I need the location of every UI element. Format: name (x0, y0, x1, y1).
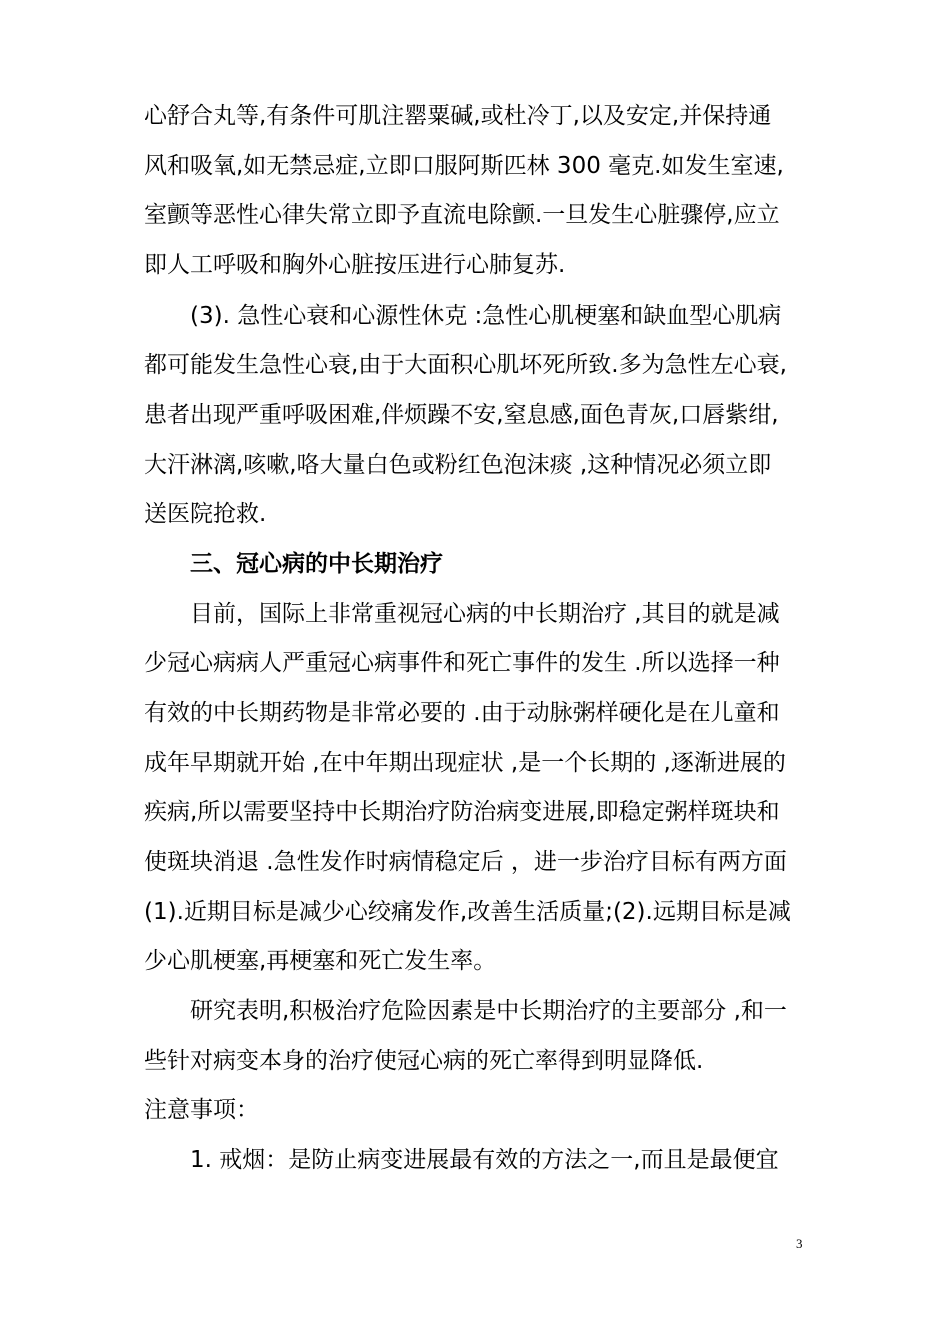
section-heading: 三、冠心病的中长期治疗 (190, 551, 443, 577)
text-line-6: 都可能发生急性心衰,由于大面积心肌坏死所致.多为急性左心衰, (144, 352, 787, 378)
text-line-13: 有效的中长期药物是非常必要的 .由于动脉粥样硬化是在儿童和 (144, 700, 780, 726)
notes-heading: 注意事项： (144, 1097, 259, 1123)
text-line-17: (1).近期目标是减少心绞痛发作,改善生活质量;(2).远期目标是减 (144, 899, 791, 925)
page-number: 3 (796, 1236, 803, 1251)
paragraph-start: 研究表明,积极治疗危险因素是中长期治疗的主要部分 ,和一 (190, 998, 787, 1024)
text-line-8: 大汗淋漓,咳嗽,咯大量白色或粉红色泡沫痰 ,这种情况必须立即 (144, 452, 772, 478)
text-line-16: 使斑块消退 .急性发作时病情稳定后 ，进一步治疗目标有两方面 (144, 849, 787, 875)
text-line-15: 疾病,所以需要坚持中长期治疗防治病变进展,即稳定粥样斑块和 (144, 799, 780, 825)
text-line-2: 风和吸氧,如无禁忌症,立即口服阿斯匹林 300 毫克.如发生室速, (144, 153, 784, 179)
text-line-1: 心舒合丸等,有条件可肌注罂粟碱,或杜冷丁,以及安定,并保持通 (144, 103, 772, 129)
text-line-14: 成年早期就开始 ,在中年期出现症状 ,是一个长期的 ,逐渐进展的 (144, 750, 786, 776)
text-line-12: 少冠心病病人严重冠心病事件和死亡事件的发生 .所以选择一种 (144, 650, 780, 676)
text-line-4: 即人工呼吸和胸外心脏按压进行心肺复苏. (144, 252, 566, 278)
list-item-1: 1. 戒烟：是防止病变进展最有效的方法之一,而且是最便宜 (190, 1147, 779, 1173)
text-line-7: 患者出现严重呼吸困难,伴烦躁不安,窒息感,面色青灰,口唇紫绀, (144, 402, 779, 428)
paragraph-3-start: (3). 急性心衰和心源性休克 :急性心肌梗塞和缺血型心肌病 (190, 303, 782, 329)
text-line-20: 些针对病变本身的治疗使冠心病的死亡率得到明显降低. (144, 1048, 704, 1074)
paragraph-start: 目前，国际上非常重视冠心病的中长期治疗 ,其目的就是减 (190, 601, 780, 627)
text-line-3: 室颤等恶性心律失常立即予直流电除颤.一旦发生心脏骤停,应立 (144, 202, 780, 228)
text-line-18: 少心肌梗塞,再梗塞和死亡发生率。 (144, 948, 497, 974)
text-line-9: 送医院抢救. (144, 501, 267, 527)
